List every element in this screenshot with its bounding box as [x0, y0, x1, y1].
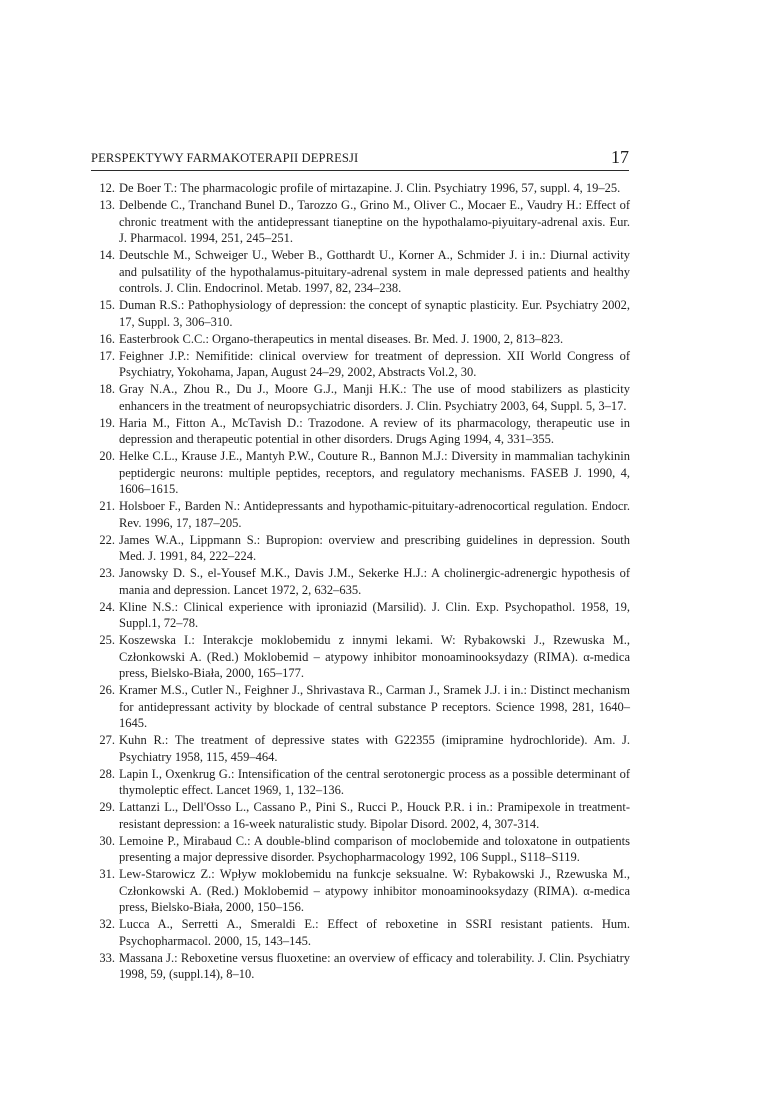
reference-text: De Boer T.: The pharmacologic profile of mirtazapine. J. Clin. Psychiatry 1996, 57, suppl. 4, 19–25.	[119, 181, 621, 195]
page-number: 17	[611, 147, 629, 167]
reference-number: 33.	[99, 950, 115, 965]
reference-number: 21.	[99, 499, 115, 513]
reference-number: 29.	[99, 800, 115, 814]
reference-item	[90, 247, 630, 297]
reference-text: Lew-Starowicz Z.: Wpływ moklobemidu na funkcje seksualne. W: Rybakowski J., Rzewuska M., Członkowski A. (Red.) Moklobemid – atypowy inhibitor monoaminooksydazy (RIMA). α-medica press, Bielsko-Biała, 2000, 150–156.	[119, 867, 630, 914]
reference-text: Duman R.S.: Pathophysiology of depression: the concept of synaptic plasticity. Eur. Psychiatry 2002, 17, Suppl. 3, 306–310.	[119, 298, 630, 329]
reference-number: 32.	[99, 917, 115, 931]
reference-text: Holsboer F., Barden N.: Antidepressants and hypothamic-pituitary-adrenocortical regulation. Endocr. Rev. 1996, 17, 187–205.	[119, 499, 630, 530]
reference-text: Lattanzi L., Dell'Osso L., Cassano P., Pini S., Rucci P., Houck P.R. i in.: Pramipexole in treatment-resistant depression: a 16-week naturalistic study. Bipolar Disord. 2002, 4, 307-314.	[119, 800, 630, 831]
reference-item	[90, 297, 630, 330]
reference-text: Haria M., Fitton A., McTavish D.: Trazodone. A review of its pharmacology, therapeutic use in depression and therapeutic potential in other disorders. Drugs Aging 1994, 4, 331–355.	[119, 415, 630, 446]
reference-text: Easterbrook C.C.: Organo-therapeutics in mental diseases. Br. Med. J. 1900, 2, 813–823.	[119, 331, 564, 346]
reference-item	[90, 833, 630, 866]
reference-item	[90, 916, 630, 949]
reference-number: 26.	[99, 683, 115, 697]
reference-number: 22.	[99, 532, 115, 547]
reference-number: 18.	[99, 382, 115, 396]
reference-item	[90, 381, 630, 414]
reference-item	[90, 632, 630, 682]
reference-number: 12.	[99, 181, 115, 195]
reference-number: 24.	[99, 599, 115, 614]
reference-number: 23.	[99, 566, 115, 580]
reference-number: 31.	[99, 867, 115, 881]
reference-text: Janowsky D. S., el-Yousef M.K., Davis J.M., Sekerke H.J.: A cholinergic-adrenergic hypothesis of mania and depression. Lancet 1972, 2, 632–635.	[119, 566, 630, 597]
reference-number: 19.	[99, 415, 115, 430]
reference-item	[90, 348, 630, 381]
reference-item	[90, 866, 630, 916]
reference-text: Massana J.: Reboxetine versus fluoxetine: an overview of efficacy and tolerability. J. Clin. Psychiatry 1998, 59, (suppl.14), 8–10.	[119, 950, 630, 981]
reference-text: Feighner J.P.: Nemifitide: clinical overview for treatment of depression. XII World Congress of Psychiatry, Yokohama, Japan, August 24–29, 2002, Abstracts Vol.2, 30.	[119, 348, 630, 379]
reference-item	[90, 532, 630, 565]
reference-text: Kuhn R.: The treatment of depressive states with G22355 (imipramine hydrochloride). Am. J. Psychiatry 1958, 115, 459–464.	[119, 733, 630, 764]
reference-text: Gray N.A., Zhou R., Du J., Moore G.J., Manji H.K.: The use of mood stabilizers as plasticity enhancers in the treatment of neuropsychiatric disorders. J. Clin. Psychiatry 2003, 64, Suppl. 5, 3–17.	[119, 382, 630, 413]
reference-item	[90, 415, 630, 448]
reference-item	[90, 180, 630, 197]
reference-text: Kramer M.S., Cutler N., Feighner J., Shrivastava R., Carman J., Sramek J.J. i in.: Distinct mechanism for antidepressant activity by blockade of central substance P receptors. Science 1998, 281, 1640–1645.	[119, 683, 630, 730]
reference-item	[90, 565, 630, 598]
reference-number: 27.	[99, 733, 115, 747]
reference-item	[90, 950, 630, 983]
reference-list	[90, 180, 630, 983]
reference-item	[90, 498, 630, 531]
reference-item	[90, 799, 630, 832]
reference-text: Kline N.S.: Clinical experience with iproniazid (Marsilid). J. Clin. Exp. Psychopathol. 1958, 19, Suppl.1, 72–78.	[119, 599, 630, 630]
reference-number: 16.	[99, 331, 115, 346]
reference-text: Helke C.L., Krause J.E., Mantyh P.W., Couture R., Bannon M.J.: Diversity in mammalian tachykinin peptidergic neurons: multiple peptides, receptors, and regulatory mechanisms. FASEB J. 1990, 4, 1606–1615.	[119, 449, 630, 496]
reference-text: Koszewska I.: Interakcje moklobemidu z innymi lekami. W: Rybakowski J., Rzewuska M., Członkowski A. (Red.) Moklobemid – atypowy inhibitor monoaminooksydazy (RIMA). α-medica press, Bielsko-Biała, 2000, 165–177.	[119, 633, 630, 680]
reference-item	[90, 197, 630, 247]
reference-item	[90, 599, 630, 632]
reference-item	[90, 331, 630, 348]
reference-number: 14.	[99, 248, 115, 262]
reference-item	[90, 682, 630, 732]
reference-text: Lapin I., Oxenkrug G.: Intensification of the central serotonergic process as a possible determinant of thymoleptic effect. Lancet 1969, 1, 132–136.	[119, 766, 630, 797]
reference-number: 25.	[99, 633, 115, 647]
reference-number: 30.	[99, 833, 115, 848]
running-title: PERSPEKTYWY FARMAKOTERAPII DEPRESJI	[91, 151, 359, 165]
reference-item	[90, 448, 630, 498]
reference-number: 15.	[99, 298, 115, 312]
reference-text: Lucca A., Serretti A., Smeraldi E.: Effect of reboxetine in SSRI resistant patients. Hum. Psychopharmacol. 2000, 15, 143–145.	[119, 917, 630, 948]
reference-number: 17.	[99, 348, 115, 363]
reference-text: Delbende C., Tranchand Bunel D., Tarozzo G., Grino M., Oliver C., Mocaer E., Vaudry H.: Effect of chronic treatment with the antidepressant tianeptine on the hypothalamo-piyuitary-adrenal axis. Eur. J. Pharmacol. 1994, 251, 245–251.	[119, 198, 630, 245]
reference-number: 28.	[99, 766, 115, 781]
reference-number: 20.	[99, 449, 115, 463]
reference-item	[90, 732, 630, 765]
reference-number: 13.	[99, 198, 115, 212]
running-header	[91, 146, 629, 171]
reference-item	[90, 766, 630, 799]
reference-text: Deutschle M., Schweiger U., Weber B., Gotthardt U., Korner A., Schmider J. i in.: Diurnal activity and pulsatility of the hypothalamus-pituitary-adrenal system in male depressed patients and healthy controls. J. Clin. Endocrinol. Metab. 1997, 82, 234–238.	[119, 248, 630, 295]
reference-text: James W.A., Lippmann S.: Bupropion: overview and prescribing guidelines in depression. South Med. J. 1991, 84, 222–224.	[119, 532, 630, 563]
reference-text: Lemoine P., Mirabaud C.: A double-blind comparison of moclobemide and toloxatone in outpatients presenting a major depressive disorder. Psychopharmacology 1992, 106 Suppl., S118–S119.	[119, 833, 630, 864]
